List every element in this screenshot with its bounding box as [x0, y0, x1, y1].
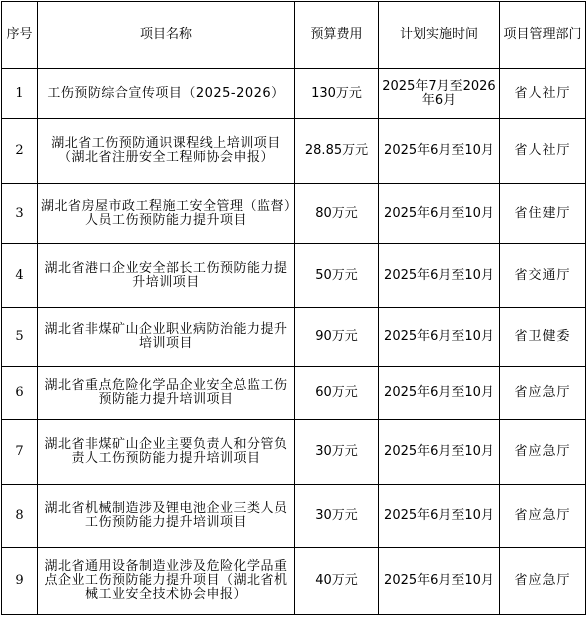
project-budget: 50万元	[295, 244, 379, 308]
project-time: 2025年6月至10月	[379, 119, 500, 184]
project-name: 湖北省非煤矿山企业职业病防治能力提升培训项目	[38, 308, 295, 367]
table-row	[2, 420, 586, 485]
header-name: 项目名称	[38, 2, 295, 69]
project-budget: 130万元	[295, 69, 379, 119]
header-time: 计划实施时间	[379, 2, 500, 69]
project-time: 2025年6月至10月	[379, 184, 500, 244]
header-budget: 预算费用	[295, 2, 379, 69]
project-name: 湖北省重点危险化学品企业安全总监工伤预防能力提升培训项目	[38, 367, 295, 420]
row-number: 3	[2, 184, 38, 244]
project-time: 2025年6月至10月	[379, 308, 500, 367]
table-row	[2, 548, 586, 615]
project-name: 湖北省通用设备制造业涉及危险化学品重点企业工伤预防能力提升项目（湖北省机械工业安全技术协会申报）	[38, 548, 295, 615]
project-dept: 省交通厅	[500, 244, 586, 308]
project-name: 湖北省房屋市政工程施工安全管理（监督）人员工伤预防能力提升项目	[38, 184, 295, 244]
project-time: 2025年7月至2026年6月	[379, 69, 500, 119]
project-budget: 30万元	[295, 485, 379, 548]
table-row	[2, 485, 586, 548]
row-number: 2	[2, 119, 38, 184]
project-budget: 30万元	[295, 420, 379, 485]
project-dept: 省应急厅	[500, 548, 586, 615]
project-dept: 省应急厅	[500, 420, 586, 485]
table-row	[2, 184, 586, 244]
project-name: 湖北省机械制造涉及锂电池企业三类人员工伤预防能力提升培训项目	[38, 485, 295, 548]
project-time: 2025年6月至10月	[379, 367, 500, 420]
row-number: 7	[2, 420, 38, 485]
project-dept: 省应急厅	[500, 485, 586, 548]
project-budget: 40万元	[295, 548, 379, 615]
project-name: 湖北省工伤预防通识课程线上培训项目（湖北省注册安全工程师协会申报）	[38, 119, 295, 184]
project-name: 湖北省非煤矿山企业主要负责人和分管负责人工伤预防能力提升培训项目	[38, 420, 295, 485]
header-no: 序号	[2, 2, 38, 69]
project-dept: 省应急厅	[500, 367, 586, 420]
project-name: 湖北省港口企业安全部长工伤预防能力提升培训项目	[38, 244, 295, 308]
project-budget: 60万元	[295, 367, 379, 420]
project-name: 工伤预防综合宣传项目（2025-2026）	[38, 69, 295, 119]
project-time: 2025年6月至10月	[379, 548, 500, 615]
row-number: 8	[2, 485, 38, 548]
row-number: 9	[2, 548, 38, 615]
project-time: 2025年6月至10月	[379, 244, 500, 308]
project-dept: 省人社厅	[500, 119, 586, 184]
row-number: 5	[2, 308, 38, 367]
table-row	[2, 367, 586, 420]
table-row	[2, 119, 586, 184]
project-budget: 28.85万元	[295, 119, 379, 184]
table-row	[2, 244, 586, 308]
row-number: 1	[2, 69, 38, 119]
header-dept: 项目管理部门	[500, 2, 586, 69]
project-dept: 省人社厅	[500, 69, 586, 119]
row-number: 4	[2, 244, 38, 308]
table-row	[2, 69, 586, 119]
table-header-row	[2, 2, 586, 69]
table-row	[2, 308, 586, 367]
project-table	[1, 1, 586, 615]
project-dept: 省卫健委	[500, 308, 586, 367]
project-budget: 80万元	[295, 184, 379, 244]
project-budget: 90万元	[295, 308, 379, 367]
project-time: 2025年6月至10月	[379, 485, 500, 548]
project-time: 2025年6月至10月	[379, 420, 500, 485]
project-dept: 省住建厅	[500, 184, 586, 244]
row-number: 6	[2, 367, 38, 420]
